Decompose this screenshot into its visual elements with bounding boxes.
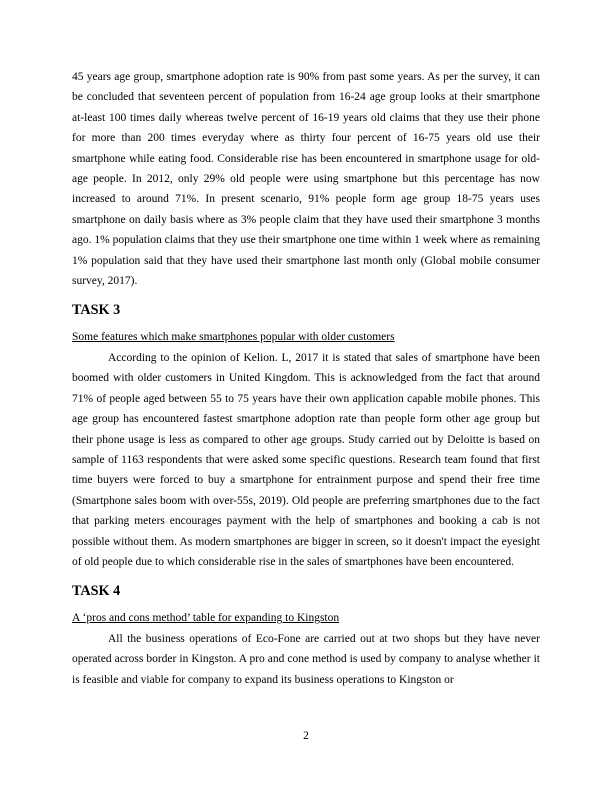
page-content [72, 67, 540, 690]
task-3-subheading: Some features which make smartphones popular with older customers [72, 331, 395, 344]
page-number: 2 [303, 730, 309, 742]
task-4-heading: TASK 4 [72, 583, 121, 600]
body-paragraph-intro: 45 years age group, smartphone adoption rate is 90% from past some years. As per the survey, it can be concluded that seventeen percent of population from 16-24 age group looks at their smartphone at-least 100 times daily whereas twelve percent of 16-19 years old claims that they use their phone for more than 200 times everyday where as thirty four percent of 16-75 years old use their smartphone while eating food. Considerable rise has been encountered in smartphone usage for old-age people. In 2012, only 29% old people were using smartphone but this percentage has now increased to around 71%. In present scenario, 91% people form age group 18-75 years uses smartphone on daily basis where as 3% people claim that they have used their smartphone 3 months ago. 1% population claims that they use their smartphone one time within 1 week where as remaining 1% population said that they have used their smartphone last month only (Global mobile consumer survey, 2017). [72, 71, 540, 288]
task-3-heading: TASK 3 [72, 302, 121, 319]
task-4-subheading: A ‘pros and cons method’ table for expanding to Kingston [72, 612, 340, 625]
task-4-paragraph: All the business operations of Eco-Fone are carried out at two shops but they have never operated across border in Kingston. A pro and cone method is used by company to analyse whether it is feasible and viable for company to expand its business operations to Kingston or [72, 632, 540, 686]
task-3-paragraph: According to the opinion of Kelion. L, 2017 it is stated that sales of smartphone have been boomed with older customers in United Kingdom. This is acknowledged from the fact that around 71% of people aged between 55 to 75 years have their own application capable mobile phones. This age group has encountered fastest smartphone adoption rate than people form other age group but their phone usage is less as compared to other age groups. Study carried out by Deloitte is based on sample of 1163 respondents that were asked some specific questions. Research team found that first time buyers were forced to buy a smartphone for entrainment purpose and spend their free time (Smartphone sales boom with over-55s, 2019). Old people are preferring smartphones due to the fact that parking meters encourages payment with the help of smartphones and booking a cab is not possible without them. As modern smartphones are bigger in screen, so it doesn't impact the eyesight of old people due to which considerable rise in the sales of smartphones have been encountered. [72, 351, 540, 568]
